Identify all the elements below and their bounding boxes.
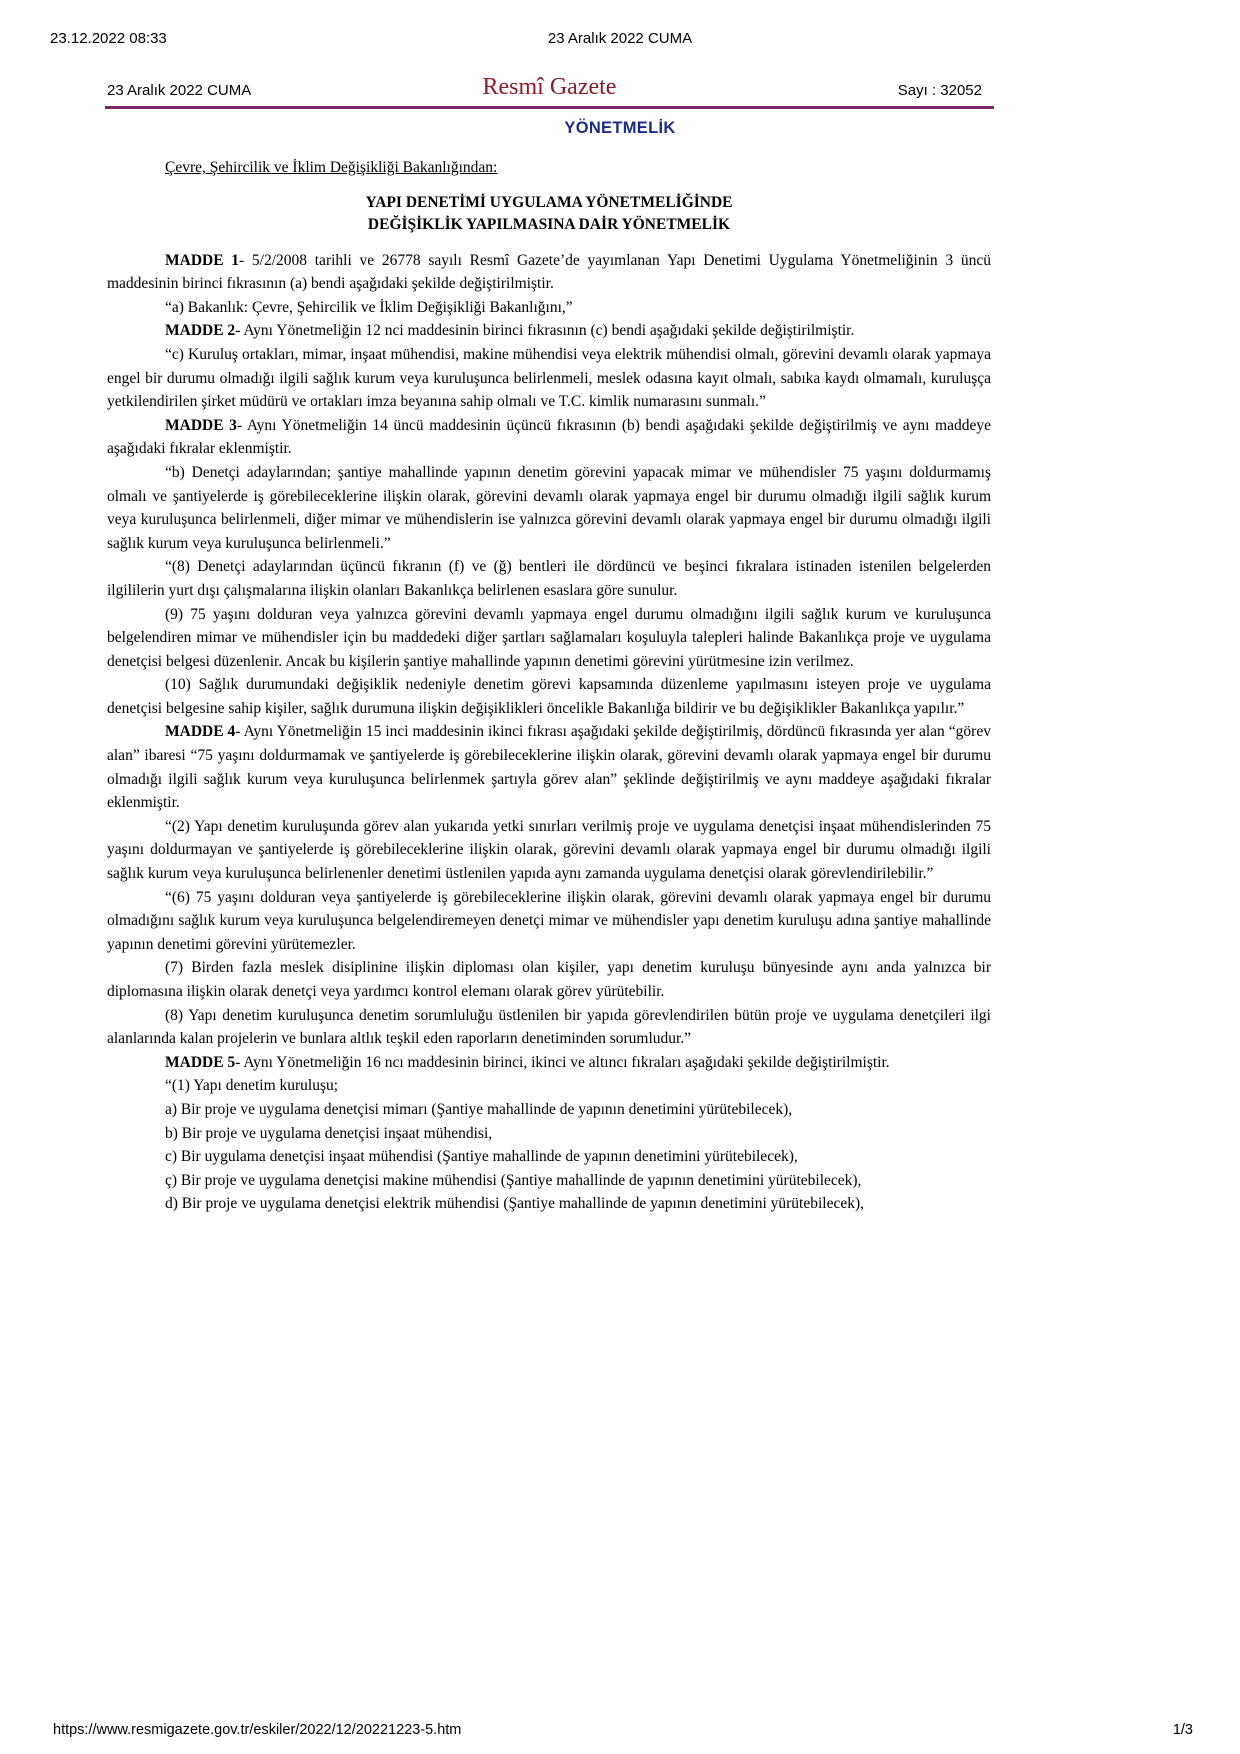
paragraph bbox=[107, 555, 991, 602]
paragraph-text: a) Bir proje ve uygulama denetçisi mimarı (Şantiye mahallinde de yapının denetimini yürütebilecek), bbox=[165, 1100, 793, 1118]
paragraph bbox=[107, 815, 991, 886]
print-page-title: 23 Aralık 2022 CUMA bbox=[547, 30, 693, 47]
paragraph bbox=[107, 1004, 991, 1051]
paragraph-text: “(6) 75 yaşını dolduran veya şantiyelerde iş görebileceklerine ilişkin olarak, görevini devamlı olarak yapmaya engel bir durumu olmadığını sağlık kurum veya kuruluşunca belgelendiremeyen denetçi mimar ve mühendisler yapı denetim kuruluşu adına şantiye mahallinde yapının denetimi görevini yürütemezler. bbox=[107, 888, 991, 953]
paragraph-text: “b) Denetçi adaylarından; şantiye mahallinde yapının denetim görevini yapacak mimar ve mühendisler 75 yaşını doldurmamış olmalı ve şantiyelerde iş görebileceklerine ilişkin olarak, görevini devamlı olarak yapmaya engel bir durumu olmadığı ilgili sağlık kurum veya kuruluşunca belirlenmeli, diğer mimar ve mühendislerin ise yalnızca görevini devamlı olarak yapmaya engel bir durumu olmadığı ilgili sağlık kurum veya kuruluşunca belirlenmeli.” bbox=[107, 463, 991, 552]
paragraph-text: (9) 75 yaşını dolduran veya yalnızca görevini devamlı yapmaya engel durumu olmadığını ilgili sağlık kurum ve kuruluşunca belgelendiren mimar ve mühendisler için bu maddedeki diğer şartları sağlamaları koşuluyla talepleri halinde Bakanlıkça proje ve uygulama denetçisi belgesi düzenlenir. Ancak bu kişilerin şantiye mahallinde yapının denetimi görevini yürütmesine izin verilmez. bbox=[107, 605, 991, 670]
document-body bbox=[107, 156, 991, 1216]
paragraph-text: “(8) Denetçi adaylarından üçüncü fıkranın (f) ve (ğ) bentleri ile dördüncü ve beşinci fıkralara istinaden istenilen belgelerden ilgililerin yurt dışı çalışmalarına ilişkin olanları Bakanlıkça belirlenen esaslara göre sunulur. bbox=[107, 558, 991, 599]
paragraph-text: b) Bir proje ve uygulama denetçisi inşaat mühendisi, bbox=[165, 1124, 493, 1142]
regulation-title-line: DEĞİŞİKLİK YAPILMASINA DAİR YÖNETMELİK bbox=[367, 215, 731, 233]
paragraph-text: - Aynı Yönetmeliğin 14 üncü maddesinin üçüncü fıkrasının (b) bendi aşağıdaki şekilde değiştirilmiş ve aynı maddeye aşağıdaki fıkralar eklenmiştir. bbox=[107, 416, 991, 458]
article-paragraph bbox=[107, 319, 991, 343]
article-paragraph bbox=[107, 414, 991, 461]
paragraph-text: “(1) Yapı denetim kuruluşu; bbox=[165, 1077, 339, 1095]
article-label: MADDE 4 bbox=[165, 723, 236, 741]
paragraph-text: d) Bir proje ve uygulama denetçisi elektrik mühendisi (Şantiye mahallinde de yapının denetimini yürütebilecek), bbox=[165, 1195, 865, 1213]
paragraph bbox=[107, 1145, 991, 1169]
paragraph-text: (7) Birden fazla meslek disiplinine ilişkin diploması olan kişiler, yapı denetim kuruluşu bünyesinde aynı anda yalnızca bir diplomasına ilişkin olarak denetçi veya yardımcı kontrol elemanı olarak görev yürütebilir. bbox=[107, 959, 991, 1000]
print-timestamp: 23.12.2022 08:33 bbox=[50, 30, 167, 47]
paragraph-text: “a) Bakanlık: Çevre, Şehircilik ve İklim Değişikliği Bakanlığını,” bbox=[165, 298, 573, 316]
gazette-name: Resmî Gazete bbox=[482, 74, 617, 100]
paragraph-text: “(2) Yapı denetim kuruluşunda görev alan yukarıda yetki sınırları verilmiş proje ve uygulama denetçisi inşaat mühendislerinden 75 yaşını doldurmayan ve şantiyelerde iş görebileceklerine ilişkin olarak, görevini devamlı olarak yapmaya engel bir durumu olmadığı ilgili sağlık kurum veya kuruluşunca belirlenenler denetimi üstlenilen yapıda aynı zamanda uygulama denetçisi olarak görevlendirilebilir.” bbox=[107, 817, 991, 883]
paragraph bbox=[107, 673, 991, 720]
paragraph-list bbox=[107, 249, 991, 1216]
paragraph bbox=[107, 603, 991, 674]
print-url: https://www.resmigazete.gov.tr/eskiler/2022/12/20221223-5.htm bbox=[53, 1722, 462, 1738]
article-label: MADDE 5 bbox=[165, 1053, 236, 1071]
article-label: MADDE 2 bbox=[165, 322, 236, 340]
article-label: MADDE 3 bbox=[165, 416, 237, 434]
paragraph-text: - Aynı Yönetmeliğin 15 inci maddesinin ikinci fıkrası aşağıdaki şekilde değiştirilmiş, dördüncü fıkrasında yer alan “görev alan” ibaresi “75 yaşını doldurmamak ve şantiyelerde iş görebileceklerine ilişkin olarak, görevini devamlı olarak yapmaya engel bir durumu olmadığı ilgili sağlık kurum veya kuruluşunca belirlenmek şartıyla görev alan” şeklinde değiştirilmiş ve aynı maddeye aşağıdaki fıkralar eklenmiştir. bbox=[107, 723, 991, 812]
paragraph-text: c) Bir uygulama denetçisi inşaat mühendisi (Şantiye mahallinde de yapının denetimini yürütebilecek), bbox=[165, 1148, 798, 1166]
paragraph bbox=[107, 1122, 991, 1146]
paragraph bbox=[107, 343, 991, 414]
paragraph-text: - 5/2/2008 tarihli ve 26778 sayılı Resmî Gazete’de yayımlanan Yapı Denetimi Uygulama Yönetmeliğinin 3 üncü maddesinin birinci fıkrasının (a) bendi aşağıdaki şekilde değiştirilmiştir. bbox=[107, 251, 991, 293]
paragraph bbox=[107, 1098, 991, 1122]
article-paragraph bbox=[107, 1051, 991, 1075]
print-page-number: 1/3 bbox=[1172, 1722, 1193, 1738]
paragraph bbox=[107, 1074, 991, 1098]
gazette-issue-number: Sayı : 32052 bbox=[897, 82, 982, 99]
gazette-date: 23 Aralık 2022 CUMA bbox=[107, 82, 252, 99]
article-paragraph bbox=[107, 720, 991, 814]
section-title: YÖNETMELİK bbox=[564, 119, 676, 137]
gazette-header bbox=[105, 70, 994, 109]
regulation-title-line: YAPI DENETİMİ UYGULAMA YÖNETMELİĞİNDE bbox=[365, 193, 733, 211]
paragraph bbox=[107, 956, 991, 1003]
regulation-title bbox=[107, 192, 991, 236]
article-paragraph bbox=[107, 249, 991, 296]
paragraph-text: - Aynı Yönetmeliğin 12 nci maddesinin birinci fıkrasının (c) bendi aşağıdaki şekilde değiştirilmiştir. bbox=[235, 322, 855, 340]
paragraph bbox=[107, 1169, 991, 1193]
paragraph bbox=[107, 886, 991, 957]
paragraph-text: “c) Kuruluş ortakları, mimar, inşaat mühendisi, makine mühendisi veya elektrik mühendisi olmalı, görevini devamlı olarak yapmaya engel bir durumu olmadığı ilgili sağlık kurum veya kuruluşunca belirlenmeli, meslek odasına kayıt olmalı, sabıka kaydı olmamalı, kuruluşça yetkilendirilen şirket müdürü ve ortakları imza beyanına sahip olmalı ve T.C. kimlik numarasını sunmalı.” bbox=[107, 345, 991, 411]
paragraph-text: (10) Sağlık durumundaki değişiklik nedeniyle denetim görevi kapsamında düzenleme yapılmasını isteyen proje ve uygulama denetçisi belgesine sahip kişiler, sağlık durumuna ilişkin değişiklikleri öncelikle Bakanlığa bildirir ve bu değişiklikler Bakanlıkça yapılır.” bbox=[107, 676, 991, 717]
paragraph-text: (8) Yapı denetim kuruluşunca denetim sorumluluğu üstlenilen bir yapıda görevlendirilen bütün proje ve uygulama denetçileri ilgi alanlarında kalan projelerin ve bunlara altlık teşkil eden raporların denetiminden sorumludur.” bbox=[107, 1006, 991, 1048]
paragraph-text: - Aynı Yönetmeliğin 16 ncı maddesinin birinci, ikinci ve altıncı fıkraları aşağıdaki şekilde değiştirilmiştir. bbox=[235, 1053, 890, 1071]
paragraph-text: ç) Bir proje ve uygulama denetçisi makine mühendisi (Şantiye mahallinde de yapının denetimini yürütebilecek), bbox=[165, 1171, 862, 1189]
paragraph bbox=[107, 461, 991, 555]
paragraph bbox=[107, 296, 991, 320]
paragraph bbox=[107, 1192, 991, 1216]
ministry-line: Çevre, Şehircilik ve İklim Değişikliği Bakanlığından: bbox=[165, 159, 498, 176]
article-label: MADDE 1 bbox=[165, 251, 240, 269]
